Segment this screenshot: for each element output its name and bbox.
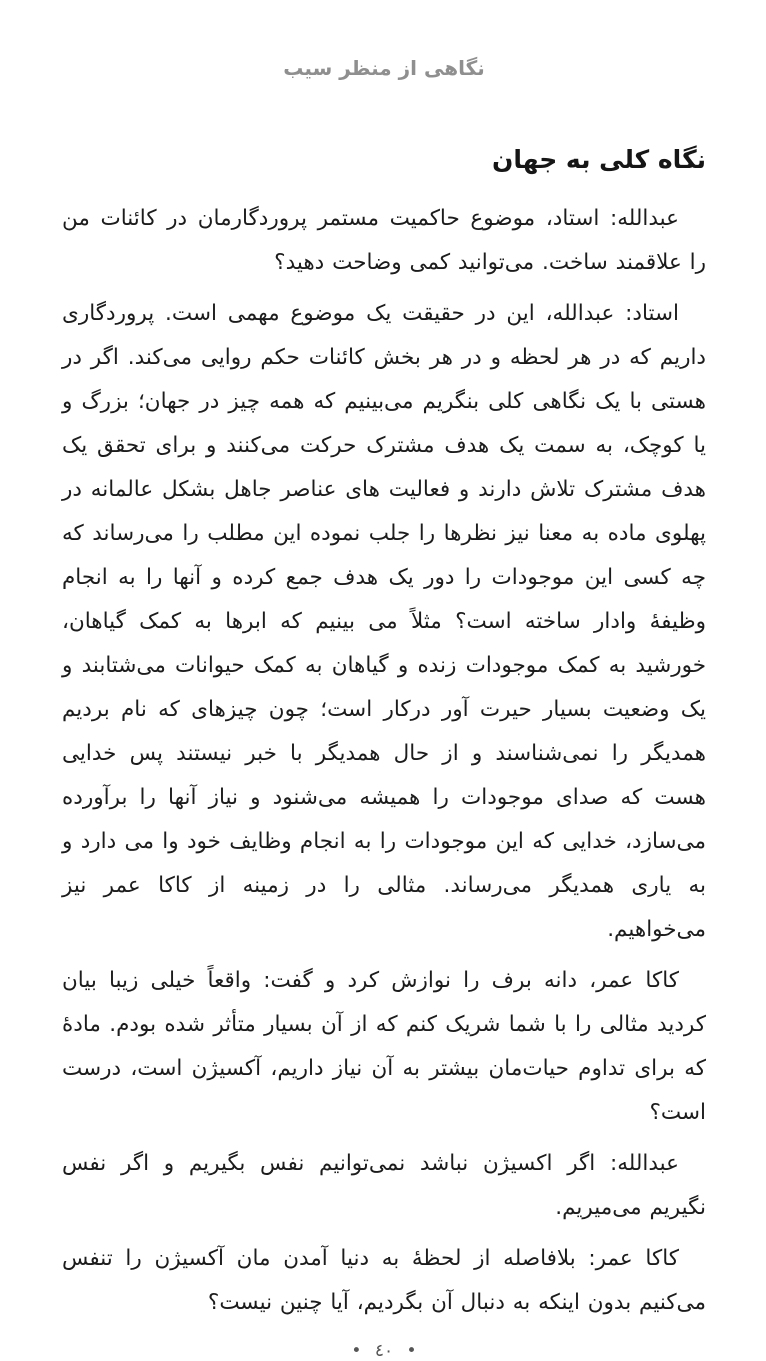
paragraph-ustad-answer: استاد: عبدالله، این در حقیقت یک موضوع مهمی است. پروردگاری داریم که در هر لحظه و در هر بخش کائنات حکم روایی می‌کند. اگر در هستی با یک نگاهی کلی بنگریم می‌بینیم که همه چیز در جهان؛ بزرگ و یا کوچک، به سمت یک هدف مشترک حرکت می‌کنند و برای تحقق یک هدف مشترک تلاش دارند و فعالیت های عناصر جاهل بشکل عالمانه در پهلوی ماده به معنا نیز نظرها را جلب نموده این مطلب را می‌رساند که چه کسی این موجودات را دور یک هدف جمع کرده و آنها را به انجام وظیفهٔ وادار ساخته است؟ مثلاً می بینیم که ابرها به کمک گیاهان، خورشید به کمک موجودات زنده و گیاهان به کمک حیوانات می‌شتابند و یک وضعیت بسیار حیرت آور درکار است؛ چون چیزهای که نام بردیم همدیگر را نمی‌شناسند و از حال همدیگر با خبر نیستند پس خدایی هست که صدای موجودات را همیشه می‌شنود و نیاز آنها را برآورده می‌سازد، خدایی که این موجودات را به انجام وظایف خود وا می دارد و به یاری همدیگر می‌رساند. مثالی را در زمینه از کاکا عمر نیز می‌خواهیم. <box>62 300 706 942</box>
paragraph-kaka-omar-example: کاکا عمر، دانه برف را نوازش کرد و گفت: واقعاً خیلی زیبا بیان کردید مثالی را با شما شریک کنم که از آن بسیار متأثر شده بودم. مادهٔ که برای تداوم حیات‌مان بیشتر به آن نیاز داریم، آکسیژن است، درست است؟ <box>62 967 706 1125</box>
body-text <box>62 197 706 1325</box>
running-header: نگاهی از منظر سیب <box>283 56 485 80</box>
page-body <box>62 144 706 1325</box>
paragraph-kaka-omar-breathing: کاکا عمر: بلافاصله از لحظهٔ به دنیا آمدن مان آکسیژن را تنفس می‌کنیم بدون اینکه به دنبال آن بگردیم، آیا چنین نیست؟ <box>62 1245 706 1315</box>
section-title: نگاه کلی به جهان <box>491 145 706 174</box>
paragraph-abdullah-oxygen: عبدالله: اگر اکسیژن نباشد نمی‌توانیم نفس بگیریم و اگر نفس نگیریم می‌میریم. <box>62 1150 706 1220</box>
page-number: • ٤٠ • <box>351 1340 417 1361</box>
paragraph-abdullah-question: عبدالله: استاد، موضوع حاکمیت مستمر پروردگارمان در کائنات من را علاقمند ساخت. می‌توانید کمی وضاحت دهید؟ <box>62 205 706 275</box>
